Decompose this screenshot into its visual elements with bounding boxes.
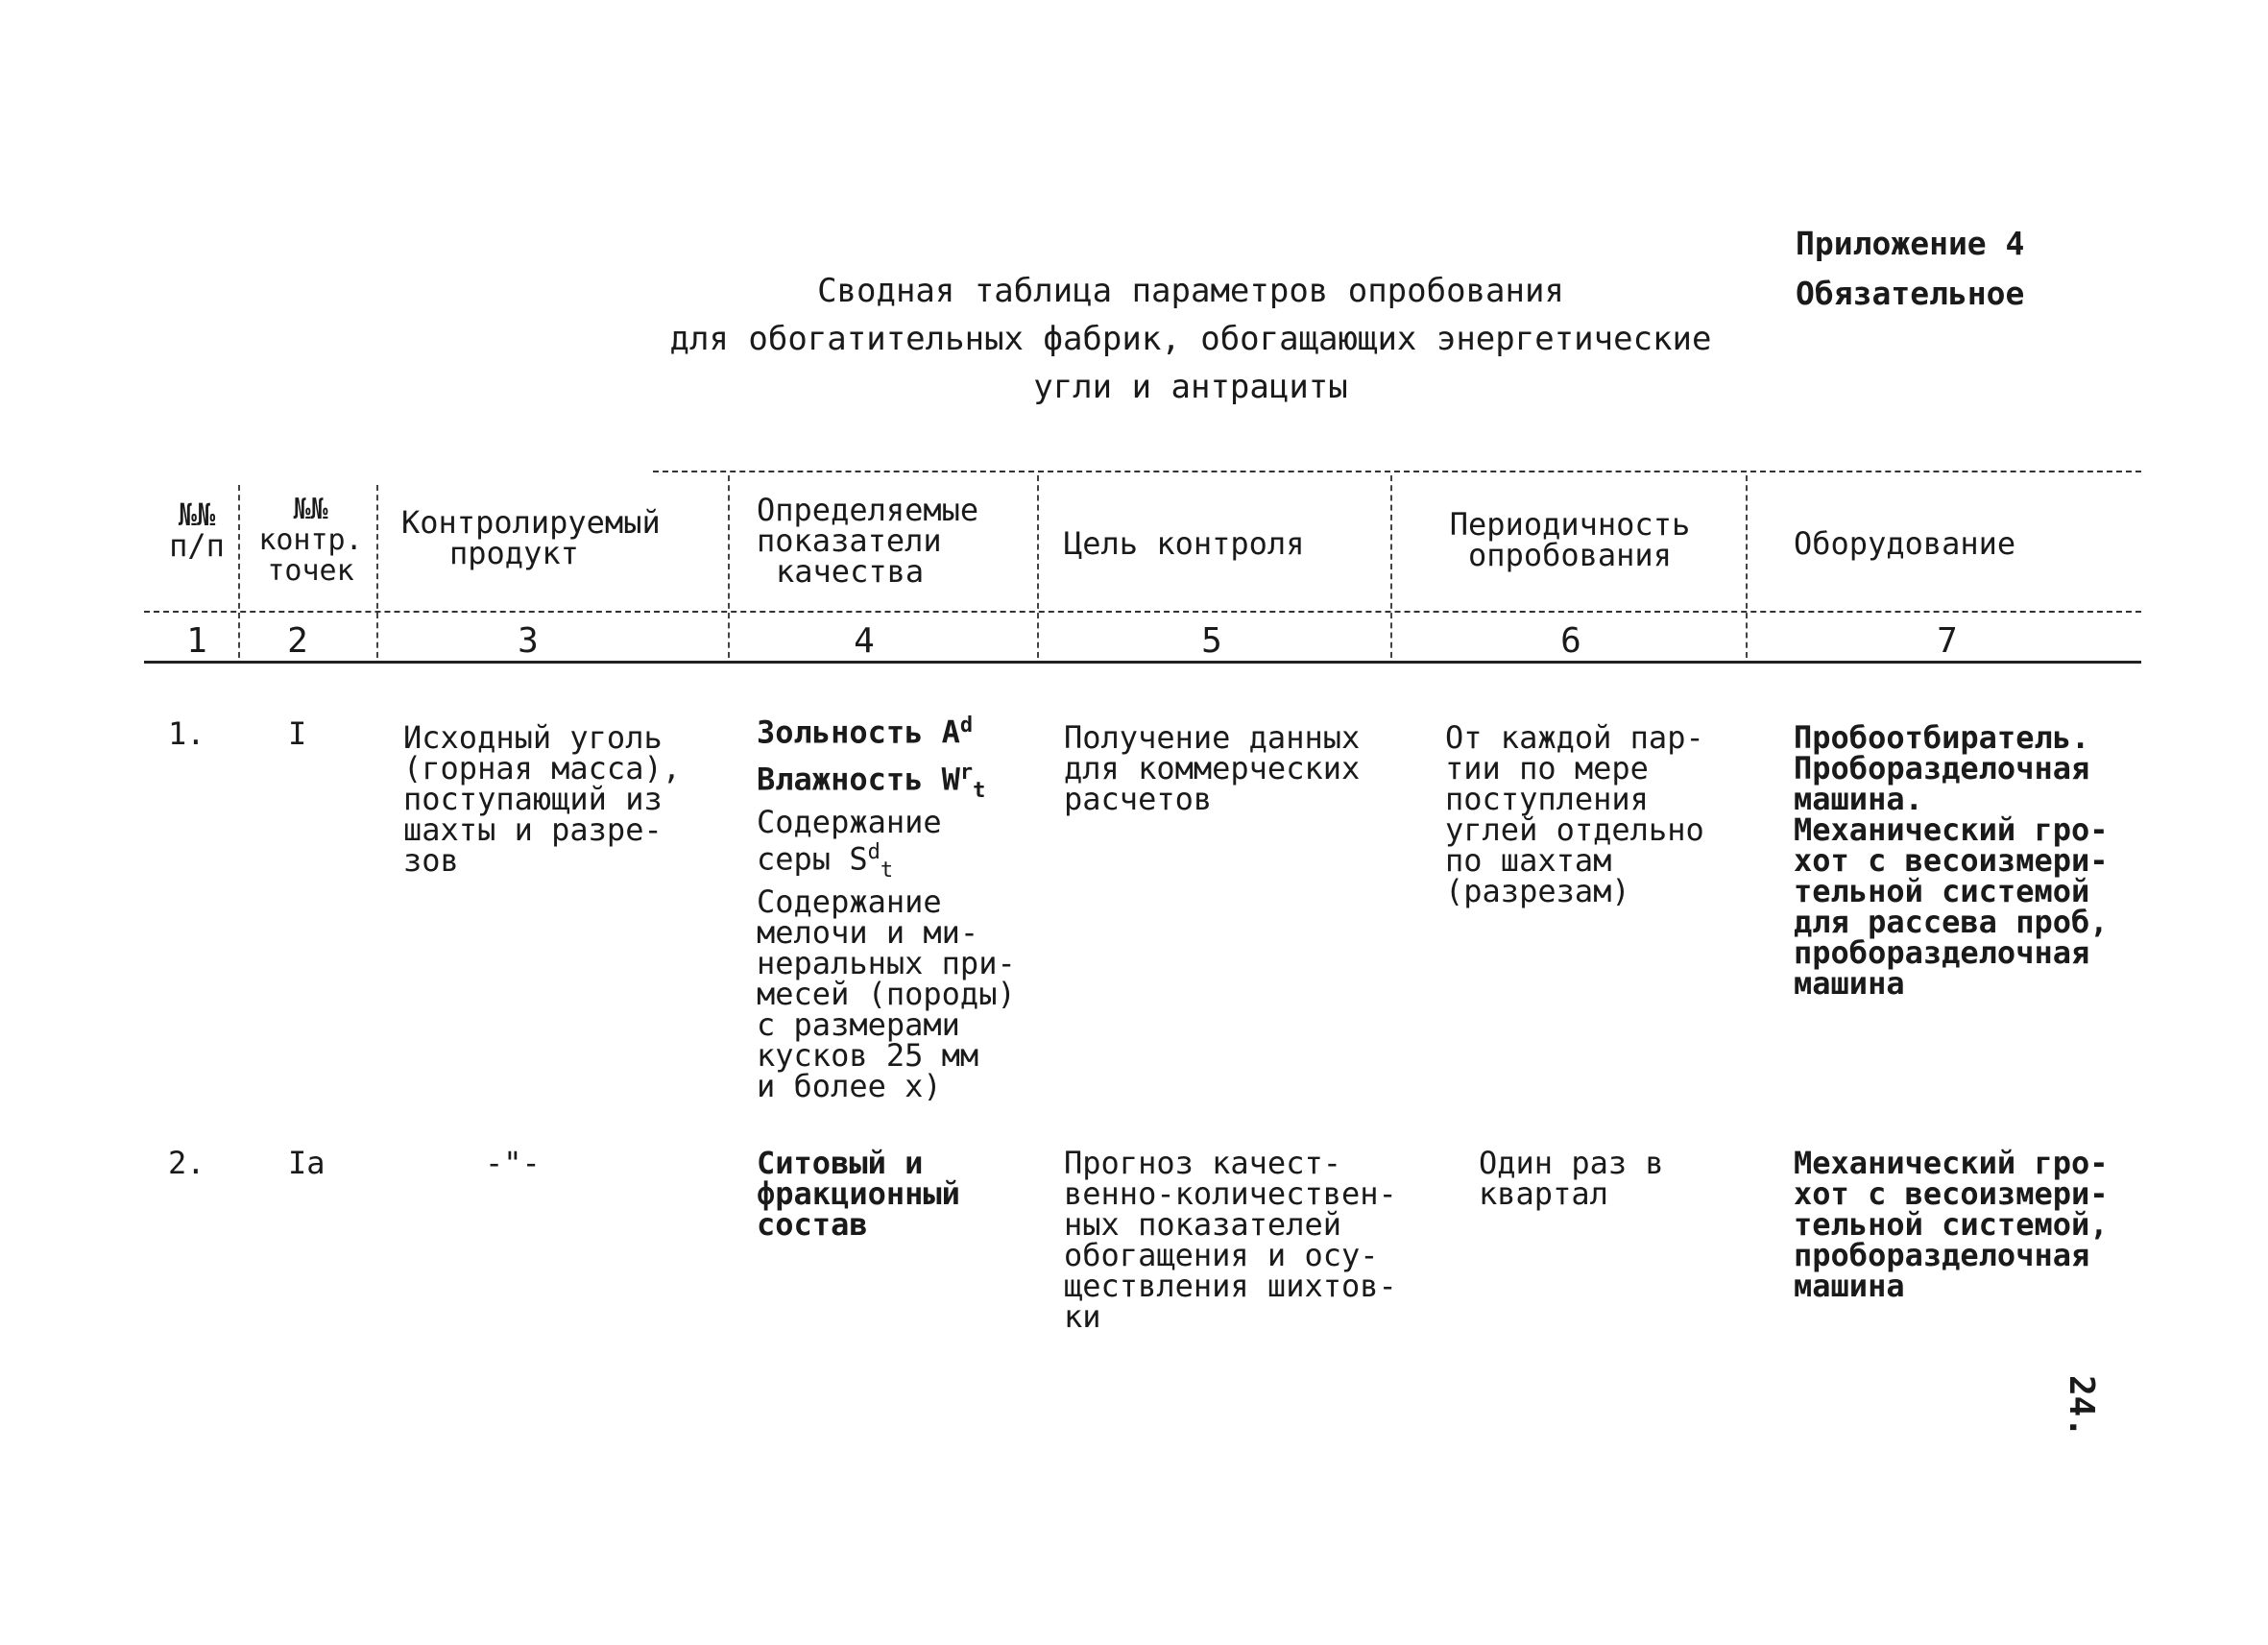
col-divider-4 — [1037, 475, 1039, 658]
column-number-3: 3 — [518, 621, 539, 661]
column-number-7: 7 — [1937, 621, 1958, 661]
row-control-point: I — [288, 715, 307, 752]
row-equipment: Пробоотбиратель. Проборазделочная машина. Механический гро- хот с весоизмери- тельной системой для рассева проб, проборазделочная машина — [1794, 719, 2109, 1002]
row-purpose: Получение данных для коммерческих расчетов — [1064, 719, 1361, 817]
title-line-3: угли и антрациты — [1033, 368, 1348, 406]
header-periodicity: Периодичность опробования — [1449, 506, 1691, 573]
header-indicators: Определяемые показатели качества — [757, 492, 979, 590]
col-divider-2 — [376, 485, 378, 658]
header-control-point: №№ контр. точек — [258, 493, 363, 588]
column-number-1: 1 — [186, 621, 207, 661]
title-line-1: Сводная таблица параметров опробования — [817, 272, 1564, 310]
col-divider-5 — [1390, 475, 1392, 658]
indicator-moisture: Влажность $W^r_t$ — [757, 760, 986, 803]
col-divider-3 — [728, 475, 730, 658]
header-divider-rule — [144, 611, 2141, 613]
indicator-ash: Зольность $A^d$ — [757, 714, 974, 751]
row-product: Исходный уголь (горная масса), поступающий из шахты и разре- зов — [403, 719, 681, 879]
column-number-5: 5 — [1201, 621, 1222, 661]
row-index: 2. — [168, 1145, 205, 1181]
indicator-sulfur: Содержание серы $S^d_t$ — [757, 803, 942, 883]
column-number-6: 6 — [1560, 621, 1581, 661]
title-line-2: для обогатительных фабрик, обогащающих энергетические — [669, 320, 1712, 358]
header-row-number: №№ п/п — [169, 496, 225, 564]
document-title — [615, 267, 1767, 411]
row-index: 1. — [168, 715, 205, 752]
row-purpose: Прогноз качест- венно-количествен- ных показателей обогащения и осу- ществления шихтов- ки — [1064, 1145, 1397, 1335]
indicator-fines: Содержание мелочи и ми- неральных при- месей (породы) с размерами кусков 25 мм и более х) — [757, 883, 1016, 1104]
row-indicators — [757, 711, 1035, 1104]
col-divider-6 — [1746, 475, 1748, 658]
col-divider-1 — [238, 485, 240, 658]
appendix-label — [1796, 219, 2024, 319]
row-indicators: Ситовый и фракционный состав — [757, 1145, 960, 1243]
row-product: -"- — [485, 1145, 541, 1181]
header-equipment: Оборудование — [1794, 525, 2016, 562]
appendix-number: Приложение 4 — [1796, 225, 2025, 262]
column-number-2: 2 — [287, 621, 308, 661]
row-equipment: Механический гро- хот с весоизмери- тельной системой, проборазделочная машина — [1794, 1145, 2109, 1304]
numbers-bottom-rule — [144, 661, 2141, 664]
column-number-4: 4 — [854, 621, 875, 661]
header-product: Контролируемый продукт — [401, 504, 661, 571]
row-control-point: Iа — [288, 1145, 326, 1181]
row-periodicity: От каждой пар- тии по мере поступления углей отдельно по шахтам (разрезам) — [1445, 719, 1704, 909]
page-number: 24. — [2062, 1375, 2101, 1439]
header-purpose: Цель контроля — [1064, 525, 1305, 562]
row-periodicity: Один раз в квартал — [1479, 1145, 1664, 1212]
table-top-rule — [653, 471, 2141, 472]
appendix-status: Обязательное — [1796, 275, 2025, 312]
